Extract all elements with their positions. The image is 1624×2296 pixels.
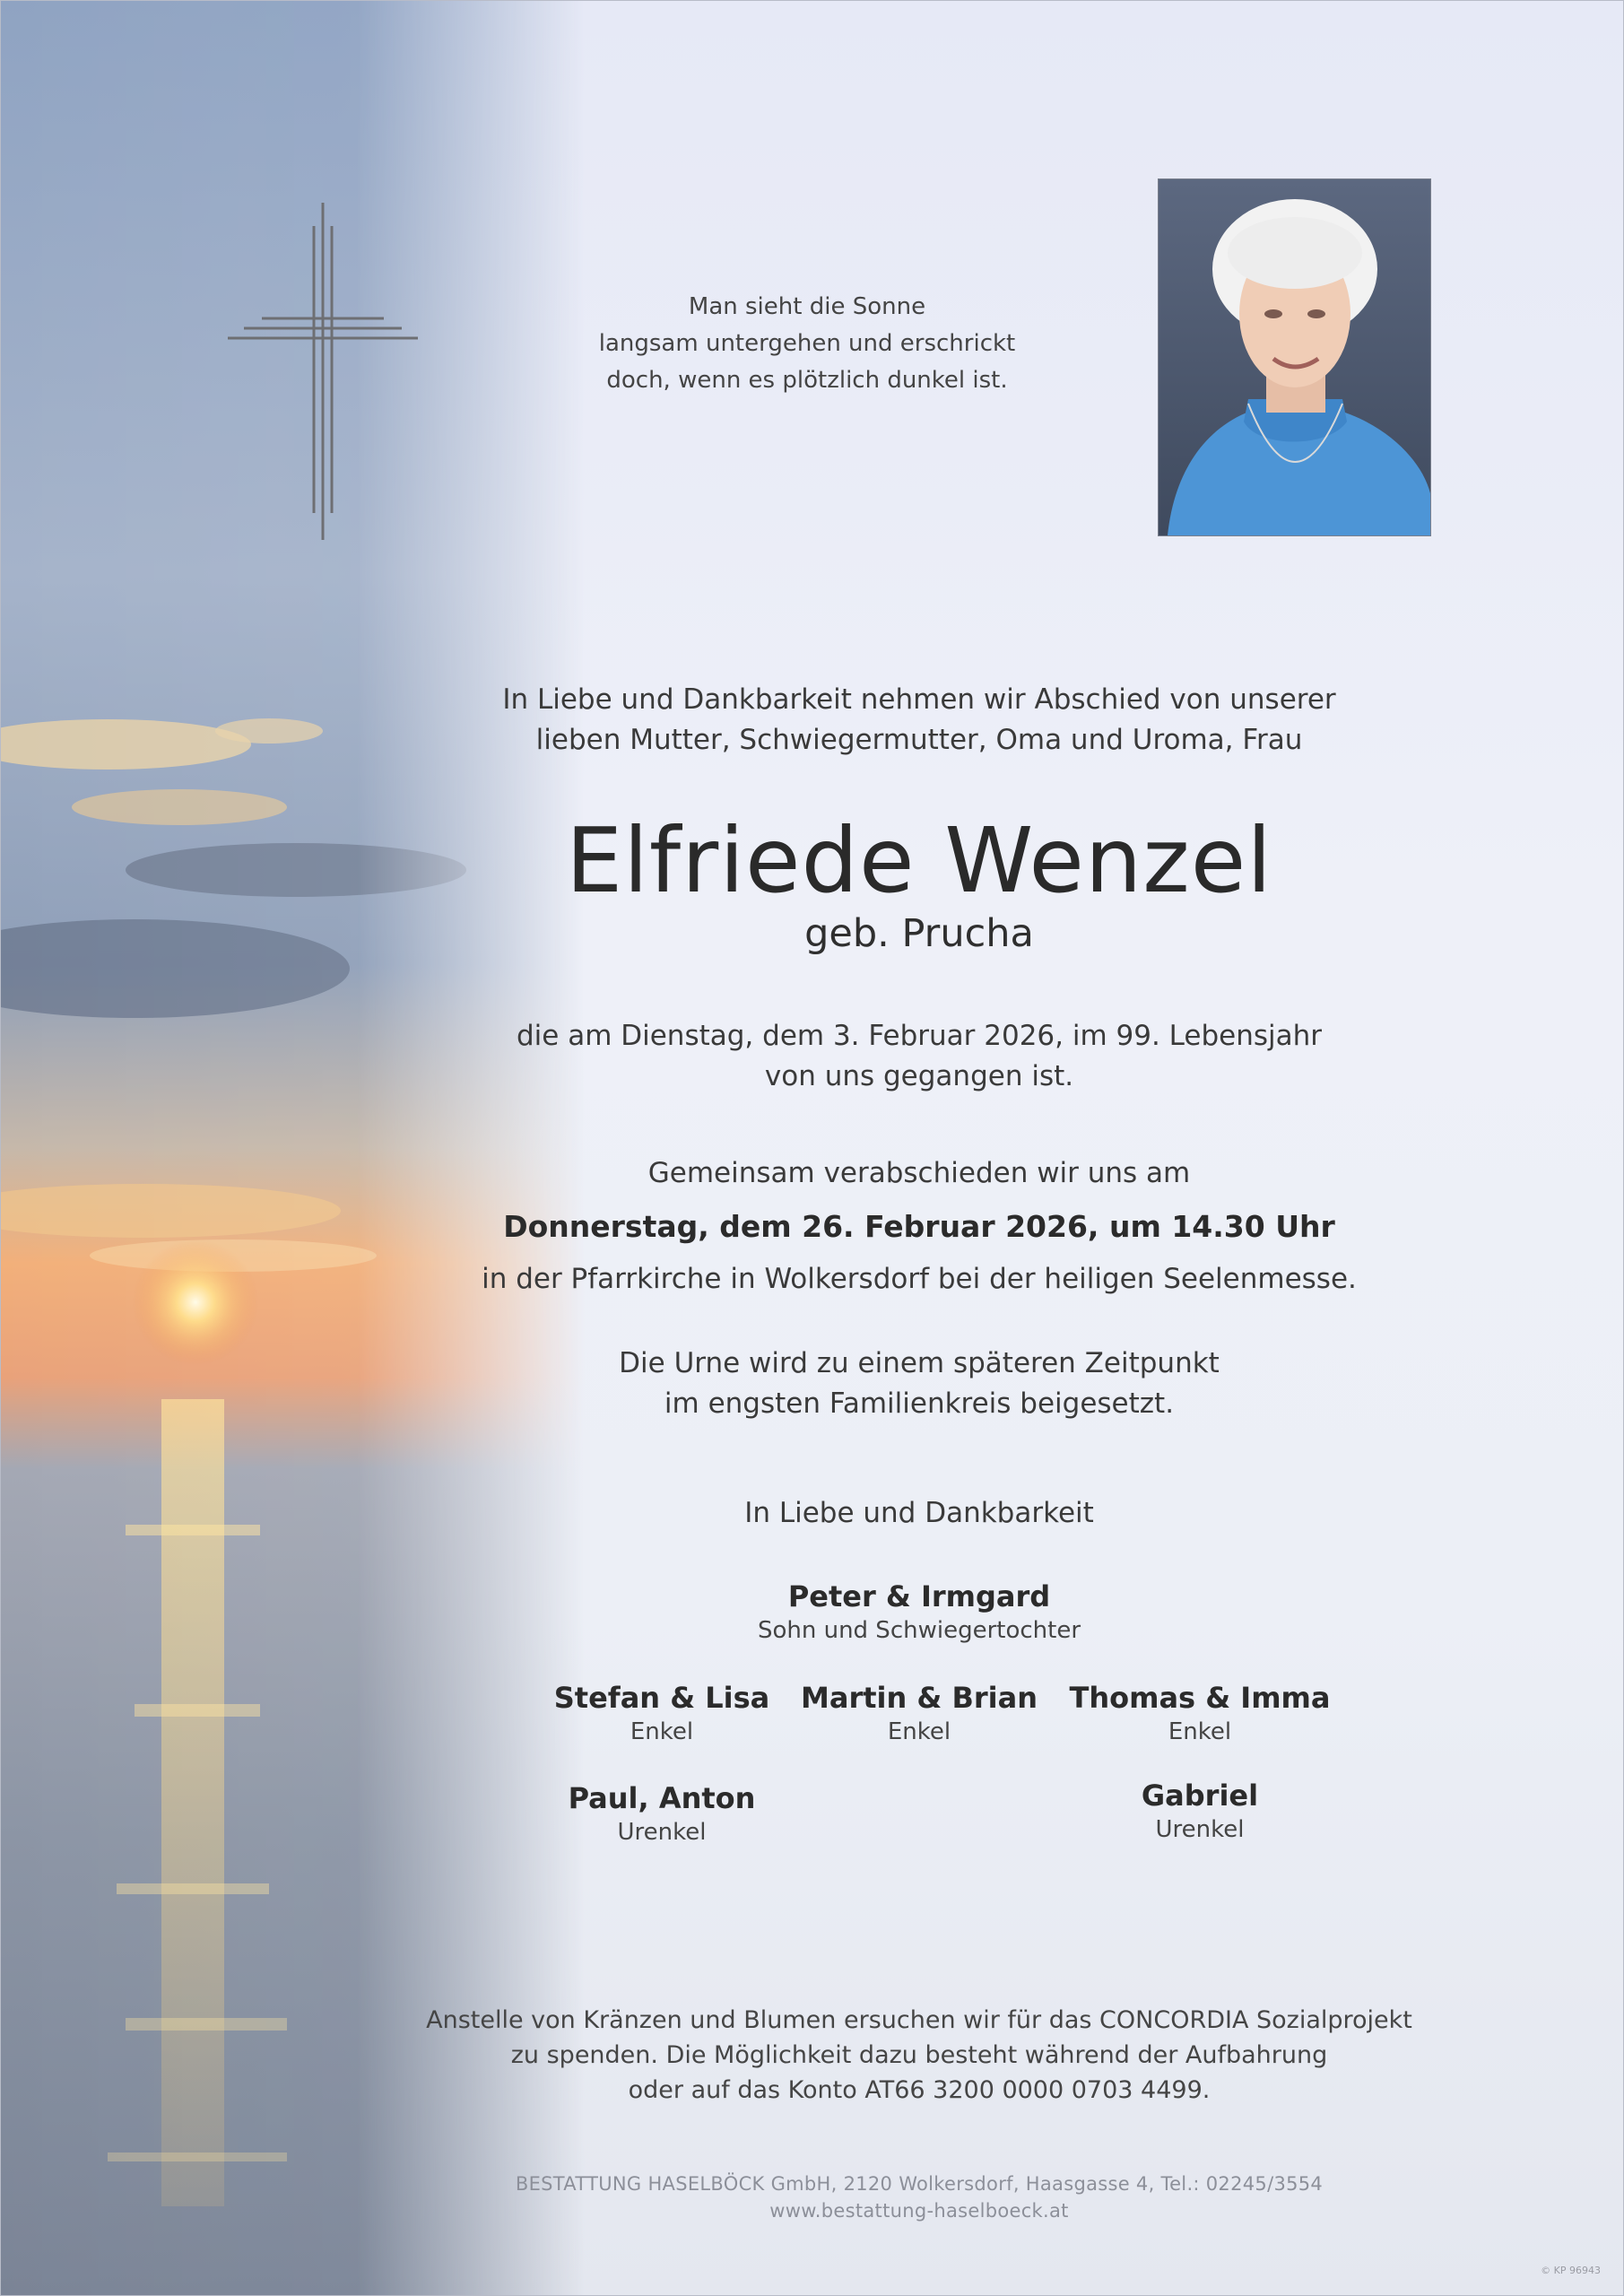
donation-line: Anstelle von Kränzen und Blumen ersuchen wir für das CONCORDIA Sozialprojekt <box>426 2006 1412 2034</box>
family-role: Enkel <box>887 1718 951 1745</box>
portrait-photo <box>1158 178 1431 536</box>
poem-line: langsam untergehen und erschrickt <box>598 330 1016 357</box>
death-line: die am Dienstag, dem 3. Februar 2026, im 99. Lebensjahr <box>516 1020 1323 1052</box>
family-role: Enkel <box>1168 1718 1232 1745</box>
footer <box>377 2170 1462 2224</box>
service-location: in der Pfarrkirche in Wolkersdorf bei der heiligen Seelenmesse. <box>482 1263 1357 1295</box>
intro-text <box>377 680 1462 761</box>
family-grandchild <box>785 1679 1054 1747</box>
death-notice <box>377 1016 1462 1097</box>
family-name: Thomas & Imma <box>1069 1681 1331 1715</box>
urn-line: im engsten Familienkreis beigesetzt. <box>664 1387 1175 1420</box>
poem-line: Man sieht die Sonne <box>688 293 926 320</box>
urn-line: Die Urne wird zu einem späteren Zeitpunkt <box>619 1347 1220 1379</box>
family-name: Peter & Irmgard <box>787 1579 1051 1613</box>
copyright-mark: © KP 96943 <box>1541 2265 1601 2276</box>
service-intro: Gemeinsam verabschieden wir uns am <box>647 1157 1191 1189</box>
family-great-grandchild <box>1043 1777 1357 1845</box>
donation-notice <box>359 2003 1480 2108</box>
cross-icon <box>226 199 420 544</box>
family-name: Gabriel <box>1141 1779 1259 1813</box>
footer-address: BESTATTUNG HASELBÖCK GmbH, 2120 Wolkersdorf, Haasgasse 4, Tel.: 02245/3554 <box>515 2173 1324 2195</box>
death-line: von uns gegangen ist. <box>764 1060 1074 1092</box>
intro-line: lieben Mutter, Schwiegermutter, Oma und Uroma, Frau <box>535 724 1303 756</box>
donation-line: zu spenden. Die Möglichkeit dazu besteht während der Aufbahrung <box>510 2041 1328 2069</box>
family-role: Urenkel <box>1155 1816 1245 1843</box>
donation-line: oder auf das Konto AT66 3200 0000 0703 4499. <box>628 2076 1211 2104</box>
family-son <box>695 1578 1143 1646</box>
poem-line: doch, wenn es plötzlich dunkel ist. <box>606 367 1008 394</box>
intro-line: In Liebe und Dankbarkeit nehmen wir Abschied von unserer <box>502 683 1336 716</box>
service-date: Donnerstag, dem 26. Februar 2026, um 14.30 Uhr <box>503 1209 1335 1244</box>
family-role: Enkel <box>630 1718 694 1745</box>
footer-website: www.bestattung-haselboeck.at <box>769 2200 1069 2222</box>
family-role: Urenkel <box>617 1819 707 1846</box>
poem <box>556 289 1058 399</box>
thanks-line: In Liebe und Dankbarkeit <box>744 1497 1094 1529</box>
family-name: Stefan & Lisa <box>553 1681 770 1715</box>
maiden-name: geb. Prucha <box>804 911 1034 956</box>
family-grandchild <box>527 1679 796 1747</box>
family-role: Sohn und Schwiegertochter <box>757 1617 1081 1644</box>
family-name: Paul, Anton <box>568 1781 756 1815</box>
deceased-name: Elfriede Wenzel <box>565 808 1273 913</box>
urn-notice <box>377 1344 1462 1424</box>
family-name: Martin & Brian <box>801 1681 1038 1715</box>
family-grandchild <box>1043 1679 1357 1747</box>
family-great-grandchild <box>527 1779 796 1848</box>
